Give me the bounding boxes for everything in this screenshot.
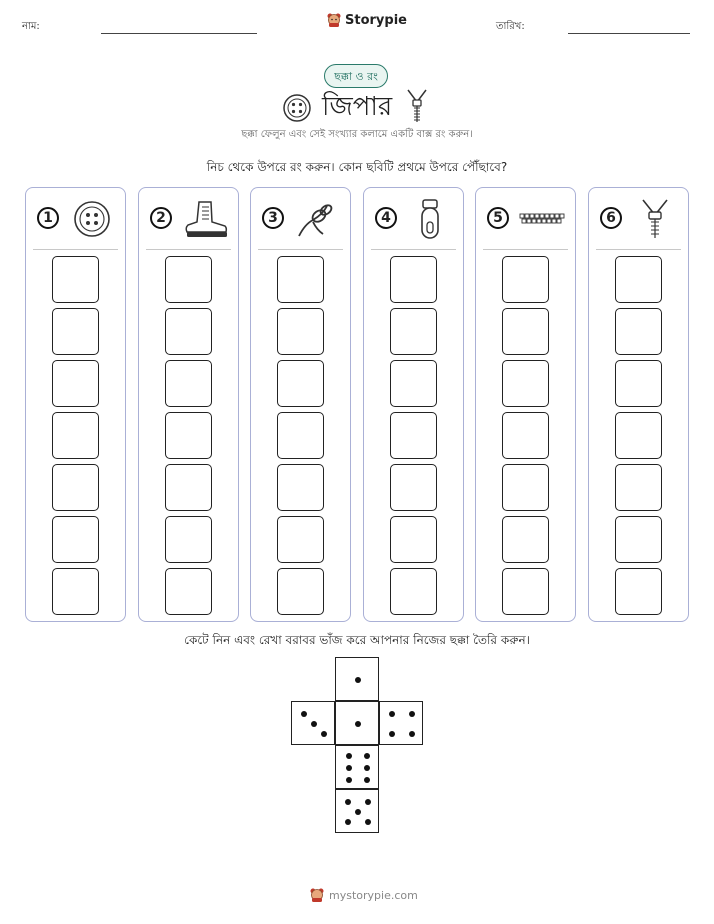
- zipper-icon: [629, 198, 681, 240]
- color-box[interactable]: [165, 256, 212, 303]
- color-box[interactable]: [277, 308, 324, 355]
- color-box[interactable]: [615, 412, 662, 459]
- color-box[interactable]: [502, 308, 549, 355]
- column-4: [363, 187, 464, 622]
- rope-icon: [291, 198, 343, 240]
- color-box[interactable]: [165, 412, 212, 459]
- color-box[interactable]: [390, 308, 437, 355]
- cut-instruction: কেটে নিন এবং রেখা বরাবর ভাঁজ করে আপনার নিজের ছক্কা তৈরি করুন।: [184, 633, 530, 647]
- color-box[interactable]: [390, 568, 437, 615]
- column-divider: [371, 249, 456, 250]
- column-number: 5: [487, 207, 509, 229]
- dice-pip: [301, 711, 307, 717]
- color-box[interactable]: [615, 360, 662, 407]
- zipper-icon: [404, 88, 430, 124]
- color-box[interactable]: [502, 568, 549, 615]
- color-box[interactable]: [52, 256, 99, 303]
- color-box[interactable]: [52, 568, 99, 615]
- color-box[interactable]: [165, 516, 212, 563]
- dice-pip: [365, 799, 371, 805]
- color-box[interactable]: [165, 360, 212, 407]
- color-box[interactable]: [165, 568, 212, 615]
- dice-face-3: [291, 701, 335, 745]
- dice-pip: [365, 819, 371, 825]
- boot-icon: [179, 198, 231, 240]
- dice-pip: [409, 731, 415, 737]
- color-box[interactable]: [277, 464, 324, 511]
- column-divider: [483, 249, 568, 250]
- dice-pip: [355, 677, 361, 683]
- dice-pip: [345, 819, 351, 825]
- column-5: [475, 187, 576, 622]
- color-box[interactable]: [615, 568, 662, 615]
- color-box[interactable]: [390, 464, 437, 511]
- column-number: 6: [600, 207, 622, 229]
- footer-url[interactable]: mystorypie.com: [329, 888, 418, 902]
- color-box[interactable]: [277, 256, 324, 303]
- dice-pip: [409, 711, 415, 717]
- brand-logo: [327, 12, 407, 28]
- color-box[interactable]: [165, 308, 212, 355]
- column-6: [588, 187, 689, 622]
- zipper-pull-icon: [404, 198, 456, 240]
- column-number: 2: [150, 207, 172, 229]
- dice-pip: [346, 765, 352, 771]
- dice-pip: [355, 809, 361, 815]
- color-box[interactable]: [502, 464, 549, 511]
- name-label: নাম:: [22, 21, 40, 32]
- dice-pip: [364, 777, 370, 783]
- bear-icon: [327, 12, 341, 28]
- color-box[interactable]: [277, 568, 324, 615]
- column-divider: [33, 249, 118, 250]
- color-box[interactable]: [502, 256, 549, 303]
- dice-pip: [355, 721, 361, 727]
- color-box[interactable]: [52, 308, 99, 355]
- dice-pip: [346, 777, 352, 783]
- dice-face-4: [379, 701, 423, 745]
- color-box[interactable]: [615, 256, 662, 303]
- dice-face-5: [335, 789, 379, 833]
- dice-face-1: [335, 701, 379, 745]
- color-box[interactable]: [52, 360, 99, 407]
- color-box[interactable]: [277, 412, 324, 459]
- name-line[interactable]: [101, 33, 257, 34]
- color-box[interactable]: [52, 412, 99, 459]
- color-box[interactable]: [390, 360, 437, 407]
- color-box[interactable]: [502, 516, 549, 563]
- column-number: 4: [375, 207, 397, 229]
- button-icon: [282, 93, 312, 123]
- dice-pip: [321, 731, 327, 737]
- dice-face-1: [335, 657, 379, 701]
- color-box[interactable]: [390, 412, 437, 459]
- column-divider: [146, 249, 231, 250]
- column-divider: [596, 249, 681, 250]
- dice-pip: [389, 711, 395, 717]
- footer: [310, 887, 418, 903]
- color-box[interactable]: [52, 464, 99, 511]
- column-1: [25, 187, 126, 622]
- dice-pip: [346, 753, 352, 759]
- color-box[interactable]: [390, 516, 437, 563]
- dice-pip: [345, 799, 351, 805]
- color-box[interactable]: [502, 412, 549, 459]
- bear-icon: [310, 887, 324, 903]
- column-3: [250, 187, 351, 622]
- color-box[interactable]: [502, 360, 549, 407]
- date-line[interactable]: [568, 33, 690, 34]
- brand-name: Storypie: [345, 12, 407, 28]
- column-2: [138, 187, 239, 622]
- page-title: জিপার: [322, 92, 393, 122]
- color-box[interactable]: [615, 308, 662, 355]
- dice-pip: [311, 721, 317, 727]
- instruction: নিচ থেকে উপরে রং করুন। কোন ছবিটি প্রথমে উপরে পৌঁছাবে?: [206, 160, 508, 174]
- dice-pip: [364, 765, 370, 771]
- subtitle: ছক্কা ফেলুন এবং সেই সংখ্যার কলামে একটি বাক্স রং করুন।: [241, 129, 473, 140]
- color-box[interactable]: [52, 516, 99, 563]
- color-box[interactable]: [615, 464, 662, 511]
- date-label: তারিখ:: [496, 21, 525, 32]
- color-box[interactable]: [615, 516, 662, 563]
- color-box[interactable]: [277, 516, 324, 563]
- dice-pip: [364, 753, 370, 759]
- zipper-teeth-icon: [516, 198, 568, 240]
- column-number: 3: [262, 207, 284, 229]
- column-divider: [258, 249, 343, 250]
- activity-badge: ছক্কা ও রং: [324, 64, 388, 88]
- color-box[interactable]: [390, 256, 437, 303]
- button-icon: [66, 198, 118, 240]
- dice-face-6: [335, 745, 379, 789]
- column-number: 1: [37, 207, 59, 229]
- color-box[interactable]: [165, 464, 212, 511]
- dice-pip: [389, 731, 395, 737]
- color-box[interactable]: [277, 360, 324, 407]
